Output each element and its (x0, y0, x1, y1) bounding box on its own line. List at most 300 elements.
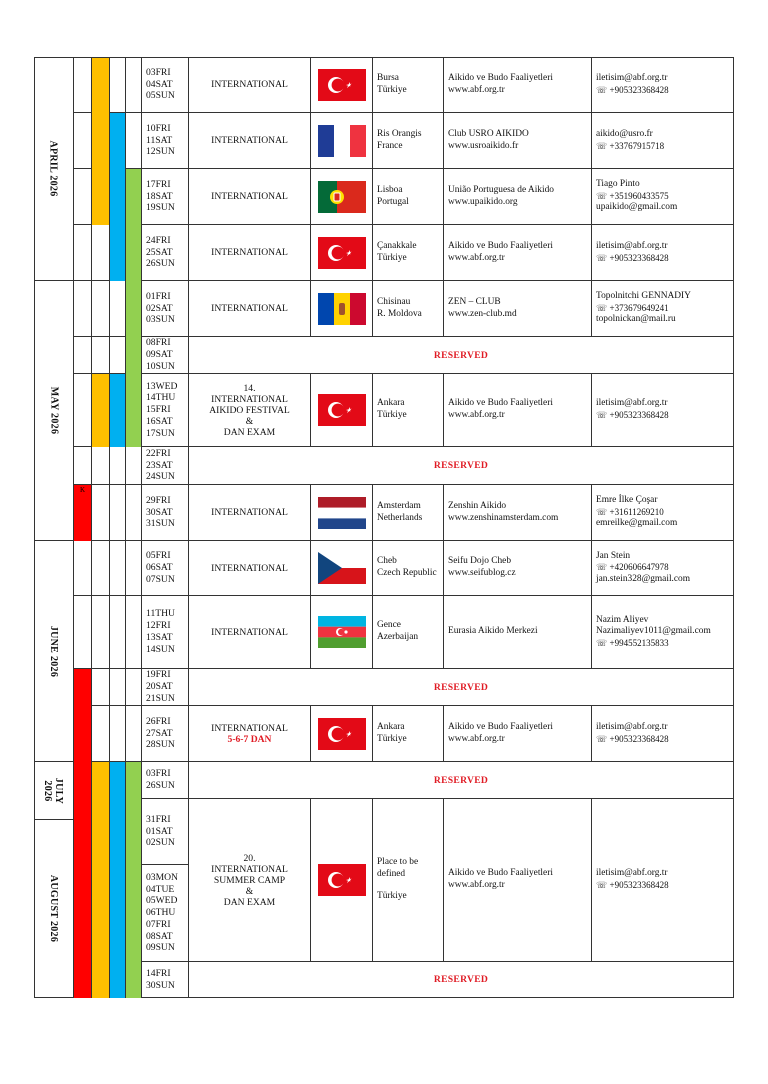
event-place (373, 799, 444, 962)
organizer (444, 169, 592, 225)
organizer-website: www.usroaikido.fr (448, 140, 519, 151)
country-name: Netherlands (377, 512, 423, 523)
date-line: 20SAT (146, 681, 173, 693)
reserved-cell (189, 337, 734, 374)
event-type-text (211, 507, 288, 518)
column-cell (92, 485, 110, 541)
event-type (189, 374, 311, 447)
event-place (373, 596, 444, 669)
organizer (444, 799, 592, 962)
event-type-line: INTERNATIONAL (211, 191, 288, 202)
contact-email: emreilke@gmail.com (596, 518, 678, 529)
date-line: 08FRI (146, 337, 171, 349)
event-type-line: & (245, 415, 254, 427)
month-text: JUNE 2026 (48, 625, 60, 677)
event-type-line: AIKIDO FESTIVAL (209, 404, 290, 416)
event-dates (142, 225, 189, 281)
date-line: 18SAT (146, 190, 173, 202)
event-type-line: INTERNATIONAL (211, 722, 288, 734)
event-dates (142, 485, 189, 541)
column-cell (126, 541, 142, 596)
date-line: 14FRI (146, 967, 171, 979)
color-strip-green (126, 374, 142, 447)
contact-email: iletisim@abf.org.tr (596, 240, 668, 251)
column-cell (110, 485, 126, 541)
event-type-line: & (245, 885, 254, 897)
organizer (444, 706, 592, 762)
contact-email: jan.stein328@gmail.com (596, 573, 691, 584)
event-type-text (209, 383, 290, 438)
event-type (189, 541, 311, 596)
date-line: 07SUN (146, 573, 175, 585)
country-name: Türkiye (377, 84, 407, 95)
contact-name: Tiago Pinto (596, 179, 640, 190)
azerbaijan-flag-icon (318, 616, 366, 648)
date-line: 05WED (146, 895, 178, 907)
column-cell (92, 706, 110, 762)
organizer-website: www.zen-club.md (448, 308, 517, 319)
column-cell (126, 596, 142, 669)
city-name: Çanakkale (377, 240, 417, 251)
organizer (444, 596, 592, 669)
column-cell (92, 225, 110, 281)
contact-info (592, 169, 734, 225)
event-place (373, 706, 444, 762)
event-place (373, 541, 444, 596)
city-name: Bursa (377, 72, 399, 83)
organizer-website: www.zenshinamsterdam.com (448, 512, 559, 523)
event-type-text (211, 627, 288, 638)
column-cell (126, 57, 142, 113)
organizer-website: www.abf.org.tr (448, 252, 505, 263)
event-dates (142, 865, 189, 962)
event-type-text (211, 853, 288, 908)
country-flag (311, 541, 373, 596)
country-flag (311, 485, 373, 541)
column-cell (92, 281, 110, 337)
month-text (43, 777, 65, 803)
moldova-flag-icon (318, 293, 366, 325)
contact-name: Nazim Aliyev (596, 614, 649, 625)
marker-label: K (80, 486, 86, 494)
event-dates (142, 113, 189, 169)
date-line: 11SAT (146, 134, 173, 146)
dan-grade-label: 5-6-7 DAN (227, 733, 272, 745)
country-name: R. Moldova (377, 308, 422, 319)
turkey-flag-icon (318, 864, 366, 896)
country-name: Portugal (377, 196, 409, 207)
czech-flag-icon (318, 552, 366, 584)
contact-name: Topolnitchi GENNADIY (596, 291, 691, 302)
column-cell (74, 57, 92, 113)
event-type-line: INTERNATIONAL (211, 626, 288, 638)
reserved-cell (189, 762, 734, 799)
organizer (444, 485, 592, 541)
city-name: Chisinau (377, 296, 411, 307)
date-line: 28SUN (146, 739, 175, 751)
month-label (34, 281, 74, 541)
organizer (444, 225, 592, 281)
color-strip-red (74, 669, 92, 998)
event-type-line: INTERNATIONAL (211, 393, 288, 405)
date-line: 10SUN (146, 360, 175, 372)
event-place (373, 113, 444, 169)
column-cell (74, 541, 92, 596)
date-line: 23SAT (146, 459, 173, 471)
event-type-text (211, 191, 288, 202)
contact-phone: ☏ +420606647978 (596, 562, 669, 573)
date-line: 06THU (146, 907, 176, 919)
event-type-text (211, 79, 288, 90)
date-line: 03FRI (146, 66, 171, 78)
country-flag (311, 169, 373, 225)
column-cell (74, 113, 92, 169)
contact-phone: ☏ +905323368428 (596, 410, 669, 420)
column-cell (74, 169, 92, 225)
event-dates (142, 799, 189, 865)
column-cell (92, 447, 110, 485)
event-dates (142, 169, 189, 225)
contact-info (592, 485, 734, 541)
country-name: France (377, 140, 403, 151)
organizer-website: www.abf.org.tr (448, 410, 505, 420)
contact-phone: ☏ +905323368428 (596, 252, 669, 263)
contact-info (592, 374, 734, 447)
organizer-name: Zenshin Aikido (448, 500, 507, 511)
date-line: 09SUN (146, 942, 175, 954)
event-dates (142, 447, 189, 485)
contact-email: iletisim@abf.org.tr (596, 398, 668, 409)
organizer-website: www.seifublog.cz (448, 568, 516, 578)
event-type (189, 169, 311, 225)
contact-email: upaikido@gmail.com (596, 202, 678, 213)
event-dates (142, 669, 189, 706)
contact-info (592, 57, 734, 113)
organizer (444, 113, 592, 169)
contact-name: Jan Stein (596, 550, 631, 561)
country-flag (311, 596, 373, 669)
event-type-text (211, 723, 288, 745)
event-type (189, 485, 311, 541)
contact-email: iletisim@abf.org.tr (596, 72, 668, 83)
organizer-name: Aikido ve Budo Faaliyetleri (448, 398, 553, 409)
date-line: 04SAT (146, 78, 173, 90)
event-type-line: INTERNATIONAL (211, 562, 288, 574)
event-place (373, 281, 444, 337)
event-type-text (211, 303, 288, 314)
event-dates (142, 762, 189, 799)
color-strip-yellow (92, 374, 110, 447)
netherlands-flag-icon (318, 497, 366, 529)
country-flag (311, 374, 373, 447)
country-name: Türkiye (377, 252, 407, 263)
country-name: Türkiye (377, 891, 407, 902)
date-line: 13WED (146, 380, 178, 392)
date-line: 03SUN (146, 314, 175, 326)
reserved-cell (189, 447, 734, 485)
contact-phone: ☏ +905323368428 (596, 84, 669, 95)
country-name: Türkiye (377, 733, 407, 744)
color-strip-blue (110, 113, 126, 281)
date-line: 09SAT (146, 349, 173, 361)
column-cell (74, 281, 92, 337)
reserved-cell (189, 962, 734, 998)
event-type (189, 706, 311, 762)
column-cell (92, 337, 110, 374)
city-name: Ankara (377, 721, 405, 732)
event-dates (142, 57, 189, 113)
date-line: 27SAT (146, 727, 173, 739)
event-dates (142, 281, 189, 337)
contact-email: aikido@usro.fr (596, 128, 653, 139)
country-name: Türkiye (377, 410, 407, 420)
contact-email: iletisim@abf.org.tr (596, 721, 668, 732)
contact-email: Nazimaliyev1011@gmail.com (596, 626, 711, 637)
country-flag (311, 57, 373, 113)
column-cell (126, 113, 142, 169)
organizer-name: Aikido ve Budo Faaliyetleri (448, 868, 553, 879)
date-line: 03MON (146, 871, 178, 883)
city-name: Cheb (377, 556, 397, 567)
city-name: Amsterdam (377, 500, 421, 511)
date-line: 30SUN (146, 979, 175, 991)
date-line: 03FRI (146, 768, 171, 780)
country-flag (311, 281, 373, 337)
color-strip-blue (110, 762, 126, 998)
contact-phone: ☏ +905323368428 (596, 733, 669, 744)
event-type-text (211, 135, 288, 146)
event-type (189, 596, 311, 669)
date-line: 07FRI (146, 918, 171, 930)
date-line: 05FRI (146, 550, 171, 562)
calendar-table (34, 57, 734, 998)
contact-email: iletisim@abf.org.tr (596, 868, 668, 879)
date-line: 01FRI (146, 290, 171, 302)
date-line: 26SUN (146, 258, 175, 270)
organizer-website: www.upaikido.org (448, 196, 518, 207)
column-cell (74, 337, 92, 374)
color-strip-green (126, 281, 142, 374)
event-dates (142, 596, 189, 669)
date-line: 29FRI (146, 494, 171, 506)
column-cell (126, 706, 142, 762)
organizer-name: Eurasia Aikido Merkezi (448, 626, 538, 637)
date-line: 17SUN (146, 427, 175, 439)
turkey-flag-icon (318, 718, 366, 750)
event-type (189, 57, 311, 113)
contact-info (592, 281, 734, 337)
event-dates (142, 337, 189, 374)
date-line: 01SAT (146, 825, 173, 837)
organizer-website: www.abf.org.tr (448, 880, 505, 890)
date-line: 24SUN (146, 471, 175, 483)
country-name: Czech Republic (377, 568, 437, 578)
month-text: APRIL 2026 (48, 140, 59, 197)
column-cell (110, 57, 126, 113)
event-type-line: SUMMER CAMP (213, 874, 286, 886)
date-line: 16SAT (146, 415, 173, 427)
column-cell (110, 337, 126, 374)
column-cell (110, 706, 126, 762)
contact-email: topolnickan@mail.ru (596, 314, 676, 325)
event-type-line: 20. (243, 852, 256, 864)
month-label (34, 820, 74, 998)
date-line: 31FRI (146, 813, 171, 825)
event-type (189, 799, 311, 962)
date-line: 21SUN (146, 692, 175, 704)
column-cell (74, 374, 92, 447)
date-line: 24FRI (146, 234, 171, 246)
organizer (444, 57, 592, 113)
contact-info (592, 113, 734, 169)
reserved-label: RESERVED (433, 681, 489, 693)
contact-info (592, 596, 734, 669)
date-line: 13SAT (146, 632, 173, 643)
organizer (444, 374, 592, 447)
reserved-label: RESERVED (433, 774, 489, 786)
organizer-website: www.abf.org.tr (448, 84, 505, 95)
organizer-name: ZEN – CLUB (448, 296, 501, 307)
contact-info (592, 799, 734, 962)
organizer-name: Club USRO AIKIDO (448, 128, 529, 139)
event-type-line: 14. (243, 382, 256, 394)
date-line: 15FRI (146, 404, 171, 416)
contact-info (592, 541, 734, 596)
reserved-label: RESERVED (433, 349, 489, 361)
contact-phone: ☏ +905323368428 (596, 880, 669, 890)
date-line: 05SUN (146, 90, 175, 102)
event-type-text (211, 247, 288, 258)
date-line: 04TUE (146, 883, 175, 895)
city-name: Ankara (377, 398, 405, 409)
month-text: AUGUST 2026 (48, 874, 60, 943)
event-type-line: DAN EXAM (223, 426, 276, 438)
month-label (34, 57, 74, 281)
column-cell (74, 596, 92, 669)
month-label (34, 541, 74, 762)
event-dates (142, 962, 189, 998)
date-line: 06SAT (146, 562, 173, 574)
date-line: 14THU (146, 392, 176, 404)
date-line: 12SUN (146, 146, 175, 158)
date-line: 19SUN (146, 202, 175, 214)
color-strip-yellow (92, 57, 110, 225)
city-line: defined (377, 868, 406, 879)
event-type-line: INTERNATIONAL (211, 507, 288, 518)
column-cell (110, 669, 126, 706)
event-type (189, 225, 311, 281)
country-flag (311, 113, 373, 169)
contact-phone: ☏ +994552135833 (596, 637, 669, 648)
contact-info (592, 706, 734, 762)
column-cell (110, 596, 126, 669)
france-flag-icon (318, 125, 366, 157)
city-name: Ris Orangis (377, 128, 422, 139)
event-dates (142, 541, 189, 596)
country-flag (311, 799, 373, 962)
date-line: 31SUN (146, 518, 175, 530)
contact-phone: ☏ +373679649241 (596, 302, 669, 313)
turkey-flag-icon (318, 69, 366, 101)
organizer-name: Aikido ve Budo Faaliyetleri (448, 721, 553, 732)
event-type-line: INTERNATIONAL (211, 863, 288, 875)
event-type-line: INTERNATIONAL (211, 303, 288, 314)
date-line: 02SUN (146, 837, 175, 849)
month-label (34, 762, 74, 820)
event-place (373, 225, 444, 281)
column-cell (92, 669, 110, 706)
column-cell (110, 541, 126, 596)
color-strip-green (126, 762, 142, 998)
date-line: 30SAT (146, 506, 173, 518)
column-cell (110, 281, 126, 337)
reserved-cell (189, 669, 734, 706)
reserved-label: RESERVED (433, 460, 489, 471)
organizer (444, 541, 592, 596)
city-name: Lisboa (377, 184, 403, 195)
date-line: 14SUN (146, 643, 175, 655)
date-line: 12FRI (146, 620, 171, 632)
organizer-website: www.abf.org.tr (448, 733, 505, 744)
portugal-flag-icon (318, 181, 366, 213)
event-place (373, 374, 444, 447)
date-line: 02SAT (146, 302, 173, 314)
contact-phone: ☏ +33767915718 (596, 140, 665, 151)
event-type (189, 113, 311, 169)
date-line: 26SUN (146, 780, 175, 791)
contact-name: Emre İlke Çoşar (596, 495, 658, 506)
turkey-flag-icon (318, 237, 366, 269)
contact-phone: ☏ +31611269210 (596, 506, 664, 517)
column-cell (74, 447, 92, 485)
country-flag (311, 225, 373, 281)
date-line: 08SAT (146, 930, 173, 942)
color-strip-blue (110, 374, 126, 447)
organizer-name: União Portuguesa de Aikido (448, 184, 554, 195)
month-text-line: JULY (53, 777, 65, 804)
organizer-name: Seifu Dojo Cheb (448, 556, 512, 567)
event-dates (142, 706, 189, 762)
event-type-line: INTERNATIONAL (211, 247, 288, 258)
date-line: 19FRI (146, 669, 171, 681)
event-type-line: DAN EXAM (223, 896, 276, 908)
contact-phone: ☏ +351960433575 (596, 190, 669, 201)
organizer-name: Aikido ve Budo Faaliyetleri (448, 72, 553, 83)
turkey-flag-icon (318, 394, 366, 426)
event-place (373, 57, 444, 113)
column-cell (74, 225, 92, 281)
event-type-line: INTERNATIONAL (211, 79, 288, 90)
event-type-text (211, 563, 288, 574)
month-text: MAY 2026 (48, 386, 59, 435)
date-line: 10FRI (146, 122, 171, 134)
spacer (377, 880, 443, 891)
city-line: Place to be (377, 857, 419, 868)
reserved-label: RESERVED (433, 974, 489, 985)
organizer-name: Aikido ve Budo Faaliyetleri (448, 240, 553, 251)
column-cell (126, 447, 142, 485)
event-place (373, 485, 444, 541)
date-line: 26FRI (146, 715, 171, 727)
column-cell (92, 541, 110, 596)
country-name: Azerbaijan (377, 632, 419, 642)
event-type-line: INTERNATIONAL (211, 135, 288, 146)
event-place (373, 169, 444, 225)
date-line: 22FRI (146, 447, 171, 459)
city-name: Gence (377, 620, 401, 631)
color-strip-yellow (92, 762, 110, 998)
date-line: 25SAT (146, 246, 173, 258)
